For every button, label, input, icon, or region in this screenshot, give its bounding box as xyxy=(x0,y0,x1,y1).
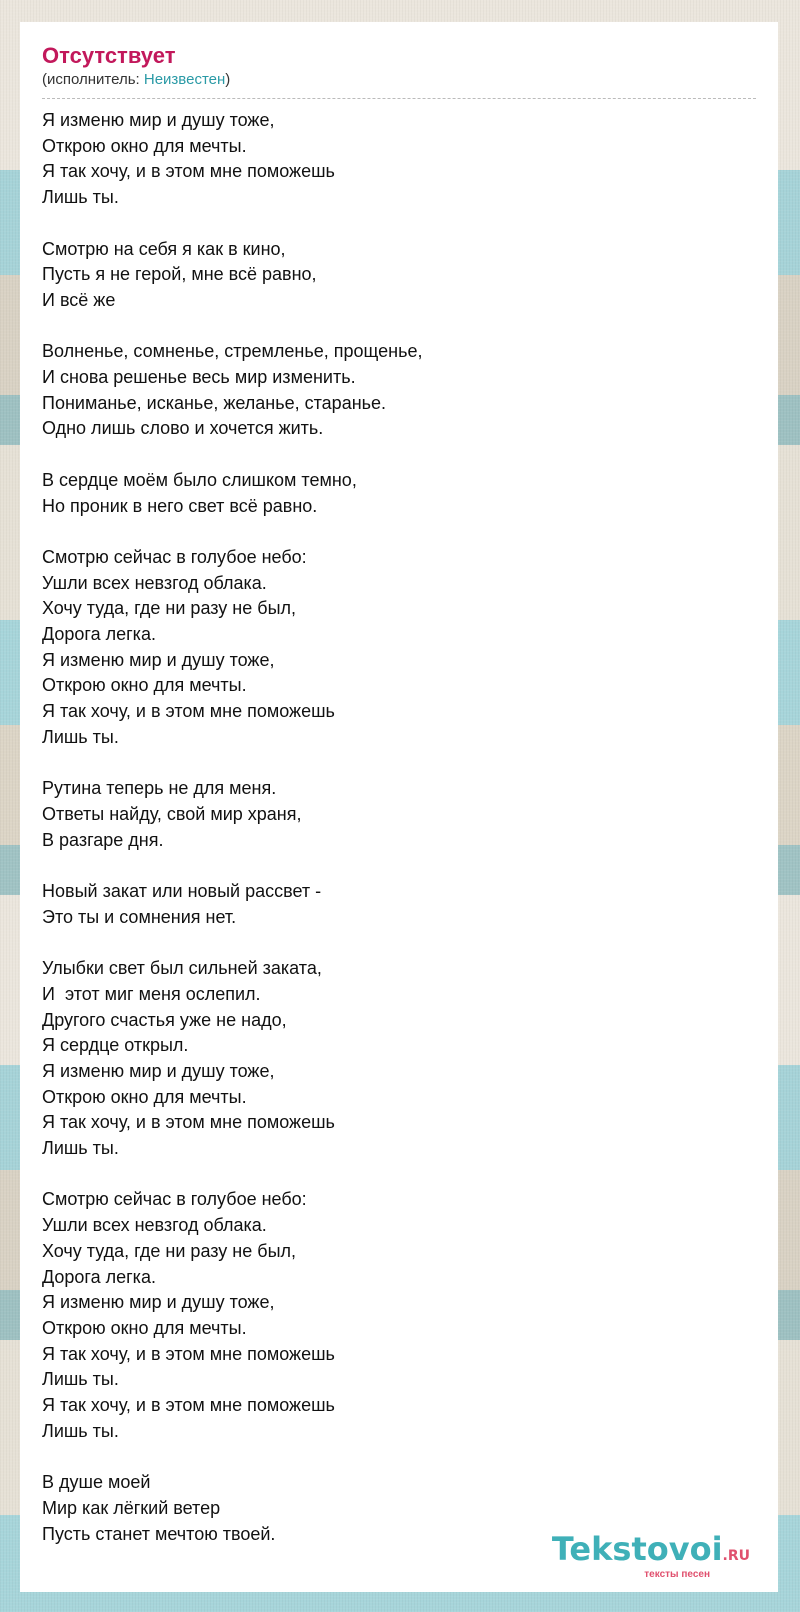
stanza-break xyxy=(42,853,756,879)
lyric-line: Смотрю сейчас в голубое небо: xyxy=(42,1189,307,1210)
lyric-line: Я так хочу, и в этом мне поможешь xyxy=(42,1343,335,1364)
lyric-line: Лишь ты. xyxy=(42,1369,119,1390)
song-title: Отсутствует xyxy=(42,43,176,68)
stanza-break xyxy=(42,751,756,777)
stanza-break xyxy=(42,314,756,340)
lyric-line: И снова решенье весь мир изменить. xyxy=(42,367,356,387)
lyric-line: Пониманье, исканье, желанье, старанье. xyxy=(42,392,387,413)
lyric-line: Улыбки свет был сильней заката, xyxy=(42,958,322,979)
stanza-break xyxy=(42,1444,756,1470)
lyric-line: Лишь ты. xyxy=(42,1138,119,1159)
lyrics-card xyxy=(20,22,778,1592)
lyric-line: Рутина теперь не для меня. xyxy=(42,778,277,799)
lyric-line: Хочу туда, где ни разу не был, xyxy=(42,598,297,619)
lyric-line: И этот миг меня ослепил. xyxy=(42,983,261,1004)
lyric-line: Лишь ты. xyxy=(42,1420,119,1441)
performer-prefix: (исполнитель: xyxy=(42,71,144,88)
lyric-line: Хочу туда, где ни разу не был, xyxy=(42,1240,297,1261)
lyric-line: Я сердце открыл. xyxy=(42,1035,189,1056)
lyric-line: Пусть я не герой, мне всё равно, xyxy=(42,264,317,285)
lyric-line: Ответы найду, свой мир храня, xyxy=(42,803,302,824)
logo-wordmark xyxy=(552,1532,750,1573)
lyric-line: Это ты и сомнения нет. xyxy=(42,906,237,927)
lyric-line: Другого счастья уже не надо, xyxy=(42,1009,287,1030)
stanza-break xyxy=(42,211,756,237)
lyric-line: Открою окно для мечты. xyxy=(42,135,247,156)
site-logo[interactable] xyxy=(552,1532,750,1580)
logo-tagline: тексты песен xyxy=(644,1569,710,1580)
lyric-line: Новый закат или новый рассвет - xyxy=(42,881,322,901)
lyric-line: Ушли всех невзгод облака. xyxy=(42,1215,267,1236)
lyric-line: Волненье, сомненье, стремленье, прощенье, xyxy=(42,341,423,362)
lyric-line: Пусть станет мечтою твоей. xyxy=(42,1523,276,1544)
lyrics-text xyxy=(42,108,756,1547)
stanza-break xyxy=(42,930,756,956)
lyric-line: Но проник в него свет всё равно. xyxy=(42,495,318,516)
lyric-line: И всё же xyxy=(42,289,116,310)
lyric-line: Открою окно для мечты. xyxy=(42,675,247,696)
lyric-line: Я изменю мир и душу тоже, xyxy=(42,110,275,130)
lyric-line: Ушли всех невзгод облака. xyxy=(42,572,267,593)
lyric-line: Лишь ты. xyxy=(42,187,119,208)
stanza-break xyxy=(42,442,756,468)
lyric-line: Я так хочу, и в этом мне поможешь xyxy=(42,161,335,182)
lyric-line: Лишь ты. xyxy=(42,726,119,747)
lyric-line: Дорога легка. xyxy=(42,1266,156,1287)
lyric-line: В душе моей xyxy=(42,1472,151,1493)
lyric-line: Я так хочу, и в этом мне поможешь xyxy=(42,1112,335,1133)
logo-brand: Tekstovoi xyxy=(551,1530,723,1568)
lyric-line: Я изменю мир и душу тоже, xyxy=(42,1060,275,1081)
lyric-line: Смотрю сейчас в голубое небо: xyxy=(42,546,307,567)
lyric-line: Одно лишь слово и хочется жить. xyxy=(42,418,324,439)
lyric-line: Открою окно для мечты. xyxy=(42,1317,247,1338)
performer-link[interactable]: Неизвестен xyxy=(143,71,226,88)
lyric-line: Смотрю на себя я как в кино, xyxy=(42,238,286,259)
stanza-break xyxy=(42,519,756,545)
lyric-line: В разгаре дня. xyxy=(42,829,164,850)
lyric-line: Открою окно для мечты. xyxy=(42,1086,247,1107)
lyric-line: Я так хочу, и в этом мне поможешь xyxy=(42,701,335,722)
lyric-line: Я так хочу, и в этом мне поможешь xyxy=(42,1395,335,1416)
performer-line xyxy=(42,70,756,99)
performer-suffix: ) xyxy=(225,71,231,88)
lyric-line: Я изменю мир и душу тоже, xyxy=(42,1292,275,1313)
lyric-line: В сердце моём было слишком темно, xyxy=(42,469,357,490)
logo-tld: .RU xyxy=(722,1548,750,1564)
lyric-line: Я изменю мир и душу тоже, xyxy=(42,649,275,670)
stanza-break xyxy=(42,1162,756,1188)
lyric-line: Дорога легка. xyxy=(42,624,156,644)
lyric-line: Мир как лёгкий ветер xyxy=(42,1497,221,1518)
